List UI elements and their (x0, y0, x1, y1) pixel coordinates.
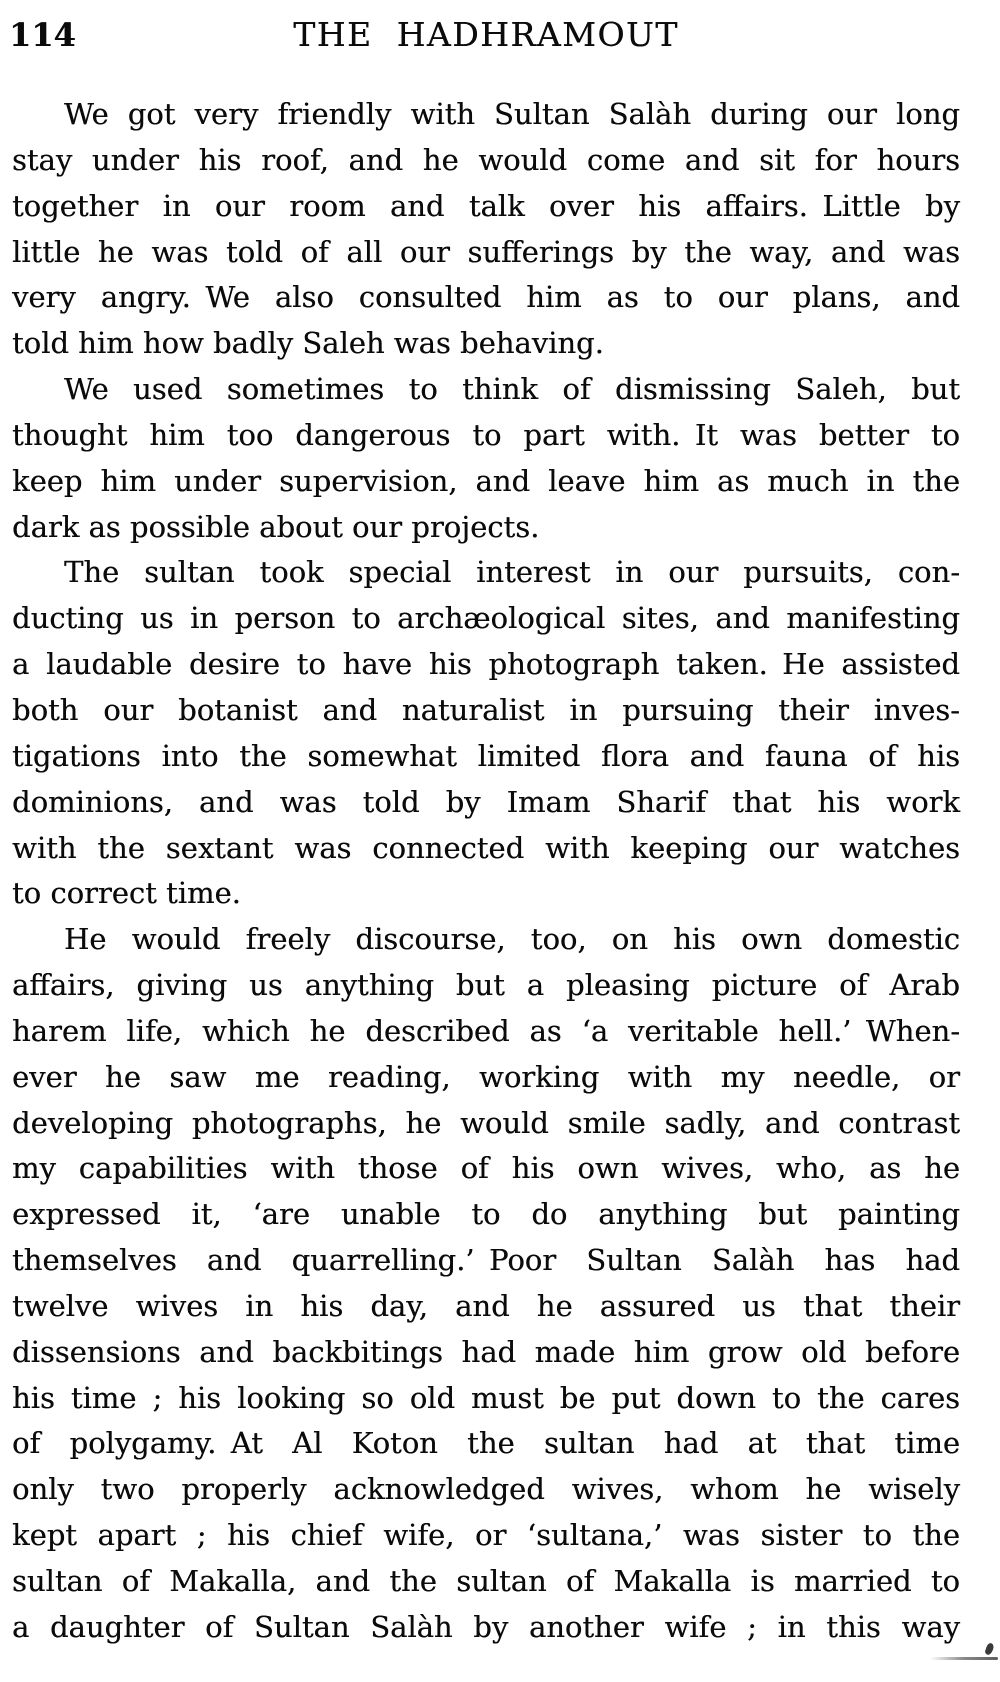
text-line: little he was told of all our sufferings by the way, and was (12, 234, 960, 269)
text-line: a laudable desire to have his photograph taken. He assisted (12, 647, 960, 682)
text-line: stay under his roof, and he would come and sit for hours (12, 142, 960, 177)
text-line: dominions, and was told by Imam Sharif that his work (12, 784, 960, 819)
text-line: developing photographs, he would smile sadly, and contrast (12, 1105, 960, 1140)
paragraph (12, 92, 960, 367)
paragraph (12, 917, 960, 1651)
text-line: We used sometimes to think of dismissing Saleh, but (64, 372, 960, 407)
running-title: THE HADHRAMOUT (293, 15, 679, 54)
text-line: only two properly acknowledged wives, whom he wisely (12, 1472, 960, 1507)
text-line: my capabilities with those of his own wives, who, as he (12, 1151, 960, 1186)
text-column (12, 92, 960, 1651)
paragraph (12, 550, 960, 917)
text-line: ducting us in person to archæological sites, and manifesting (12, 601, 960, 636)
text-line: with the sextant was connected with keeping our watches (12, 830, 960, 865)
text-line: We got very friendly with Sultan Salàh during our long (64, 97, 960, 131)
text-line: a daughter of Sultan Salàh by another wife ; in this way (12, 1609, 960, 1644)
text-line: keep him under supervision, and leave him as much in the (12, 463, 960, 498)
text-line: dark as possible about our projects. (12, 509, 540, 544)
text-line: tigations into the somewhat limited flora and fauna of his (12, 738, 960, 773)
page-number: 114 (9, 16, 76, 54)
text-line: harem life, which he described as ‘a veritable hell.’ When- (12, 1013, 960, 1048)
text-line: both our botanist and naturalist in pursuing their inves- (12, 692, 960, 727)
text-line: sultan of Makalla, and the sultan of Makalla is married to (12, 1564, 960, 1598)
text-line: He would freely discourse, too, on his own domestic (64, 922, 960, 957)
text-line: twelve wives in his day, and he assured us that their (12, 1288, 960, 1323)
text-line: kept apart ; his chief wife, or ‘sultana,’ was sister to the (12, 1518, 960, 1553)
text-line: thought him too dangerous to part with. It was better to (12, 417, 960, 452)
text-line: affairs, giving us anything but a pleasing picture of Arab (12, 968, 960, 1003)
text-line: to correct time. (12, 876, 241, 911)
text-line: told him how badly Saleh was behaving. (12, 326, 604, 361)
text-line: The sultan took special interest in our pursuits, con- (64, 555, 960, 590)
text-line: together in our room and talk over his affairs. Little by (12, 188, 960, 223)
text-line: ever he saw me reading, working with my needle, or (12, 1059, 960, 1094)
text-line: very angry. We also consulted him as to our plans, and (12, 280, 960, 315)
text-line: of polygamy. At Al Koton the sultan had at that time (12, 1426, 960, 1461)
scan-smudge (930, 1657, 998, 1660)
text-line: themselves and quarrelling.’ Poor Sultan Salàh has had (12, 1243, 960, 1278)
scan-speck (984, 1642, 994, 1656)
text-line: expressed it, ‘are unable to do anything but painting (12, 1197, 960, 1232)
text-line: his time ; his looking so old must be put down to the cares (12, 1380, 960, 1415)
paragraph (12, 367, 960, 550)
text-line: dissensions and backbitings had made him grow old before (12, 1334, 960, 1369)
